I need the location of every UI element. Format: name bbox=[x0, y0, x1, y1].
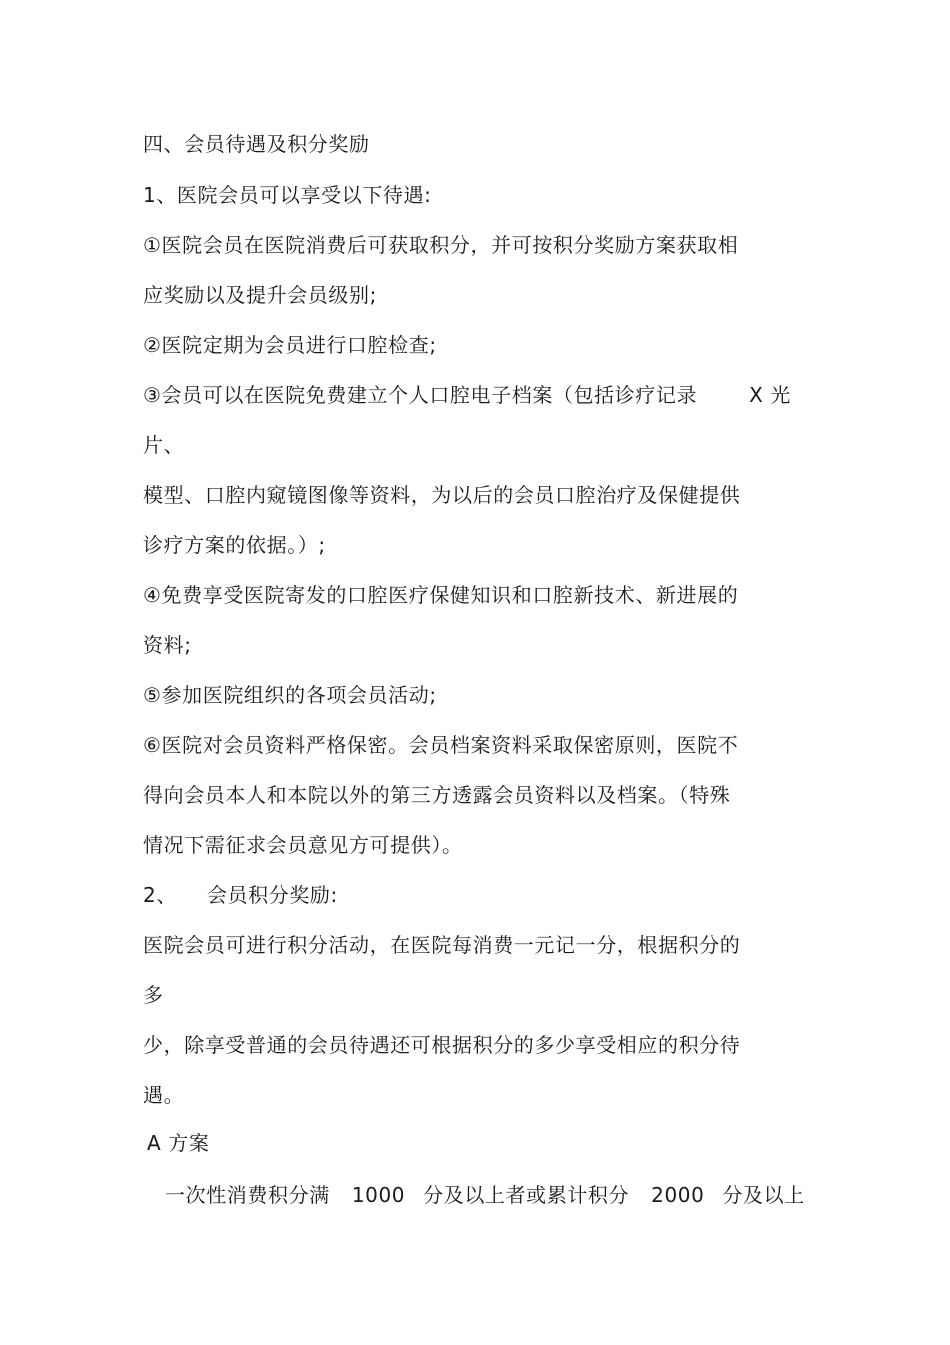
paragraph-7-line-1: 医院会员可进行积分活动，在医院每消费一元记一分，根据积分的 bbox=[143, 933, 741, 957]
paragraph-6-line-1: ⑥医院对会员资料严格保密。会员档案资料采取保密原则，医院不 bbox=[143, 733, 739, 757]
paragraph-3-line-4: 诊疗方案的依据。）; bbox=[143, 533, 326, 557]
plan-a-title: A 方案 bbox=[147, 1131, 210, 1155]
plan-a-value-2: 2000 bbox=[651, 1183, 705, 1207]
paragraph-4-line-1: ④免费享受医院寄发的口腔医疗保健知识和口腔新技术、新进展的 bbox=[143, 583, 739, 607]
paragraph-7-line-2: 多 bbox=[143, 983, 164, 1007]
paragraph-5-line-1: ⑤参加医院组织的各项会员活动; bbox=[143, 683, 437, 707]
paragraph-2-line-1: ②医院定期为会员进行口腔检查; bbox=[143, 333, 437, 357]
paragraph-4-line-2: 资料; bbox=[143, 633, 192, 657]
plan-a-text-1: 一次性消费积分满 bbox=[165, 1183, 330, 1207]
paragraph-3-line-2: 片、 bbox=[143, 433, 185, 457]
plan-a-text-2: 分及以上者或累计积分 bbox=[423, 1183, 630, 1207]
paragraph-3-xray-text: X 光 bbox=[749, 383, 791, 407]
paragraph-3-line-1 bbox=[143, 382, 791, 408]
section-heading: 四、会员待遇及积分奖励 bbox=[143, 132, 370, 156]
paragraph-6-line-2: 得向会员本人和本院以外的第三方透露会员资料以及档案。（特殊 bbox=[143, 783, 731, 807]
plan-a-text-3: 分及以上 bbox=[722, 1183, 805, 1207]
paragraph-7-line-3: 少，除享受普通的会员待遇还可根据积分的多少享受相应的积分待 bbox=[143, 1033, 741, 1057]
paragraph-6-line-3: 情况下需征求会员意见方可提供）。 bbox=[143, 833, 463, 857]
paragraph-1-line-1: ①医院会员在医院消费后可获取积分，并可按积分奖励方案获取相 bbox=[143, 233, 739, 257]
item2-heading bbox=[143, 882, 338, 908]
item2-title: 会员积分奖励: bbox=[206, 883, 338, 907]
item1-heading: 1、医院会员可以享受以下待遇: bbox=[143, 183, 432, 207]
paragraph-7-line-4: 遇。 bbox=[143, 1083, 185, 1107]
plan-a-line-1 bbox=[165, 1182, 805, 1208]
paragraph-1-line-2: 应奖励以及提升会员级别; bbox=[143, 283, 377, 307]
item2-number: 2、 bbox=[143, 883, 177, 907]
paragraph-3-line-1-text: ③会员可以在医院免费建立个人口腔电子档案（包括诊疗记录 bbox=[143, 383, 698, 407]
plan-a-value-1: 1000 bbox=[351, 1183, 406, 1207]
paragraph-3-line-3: 模型、口腔内窥镜图像等资料，为以后的会员口腔治疗及保健提供 bbox=[143, 483, 741, 507]
